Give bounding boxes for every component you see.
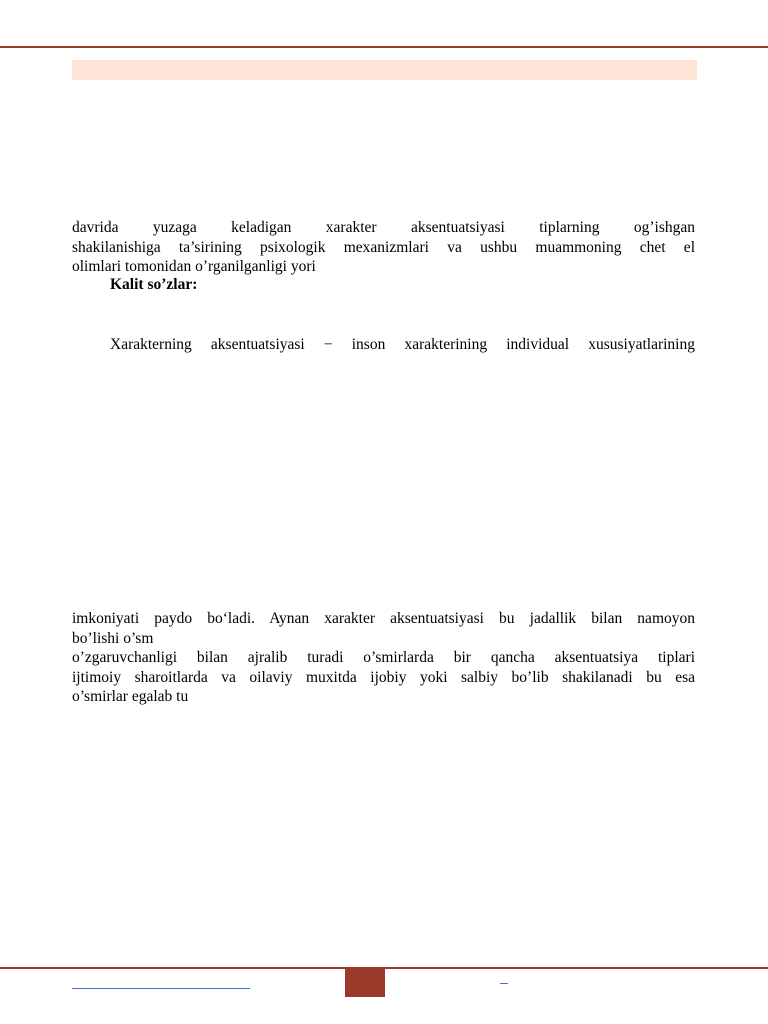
header-band bbox=[72, 60, 697, 80]
header-rule bbox=[0, 46, 768, 48]
text-line: bo’lishi o’sm bbox=[72, 629, 154, 647]
text-line: ijtimoiy sharoitlarda va oilaviy muxitda ijobiy yoki salbiy bo’lib shakilanadi bu esa bbox=[72, 668, 695, 686]
page-number-box bbox=[345, 969, 385, 997]
keywords-label: Kalit so’zlar: bbox=[110, 276, 198, 293]
footer-dash-link[interactable] bbox=[500, 983, 508, 984]
footer-link[interactable] bbox=[72, 988, 250, 989]
text-line: olimlari tomonidan o’rganilganligi yori bbox=[72, 258, 316, 275]
text-line: imkoniyati paydo bo‘ladi. Aynan xarakter aksentuatsiyasi bu jadallik bilan namoyon bbox=[72, 610, 695, 627]
paragraph-body bbox=[72, 609, 695, 707]
text-line: o’zgaruvchanligi bilan ajralib turadi o’smirlarda bir qancha aksentuatsiya tiplari bbox=[72, 649, 695, 666]
paragraph-intro bbox=[72, 218, 695, 277]
text-line: shakilanishiga ta’sirining psixologik mexanizmlari va ushbu muammoning chet el bbox=[72, 238, 695, 256]
paragraph-definition: Xarakterning aksentuatsiyasi − inson xarakterining individual xususiyatlarining bbox=[110, 336, 695, 353]
text-line: o’smirlar egalab tu bbox=[72, 688, 189, 705]
text-line: davrida yuzaga keladigan xarakter aksentuatsiyasi tiplarning og’ishgan bbox=[72, 219, 695, 236]
